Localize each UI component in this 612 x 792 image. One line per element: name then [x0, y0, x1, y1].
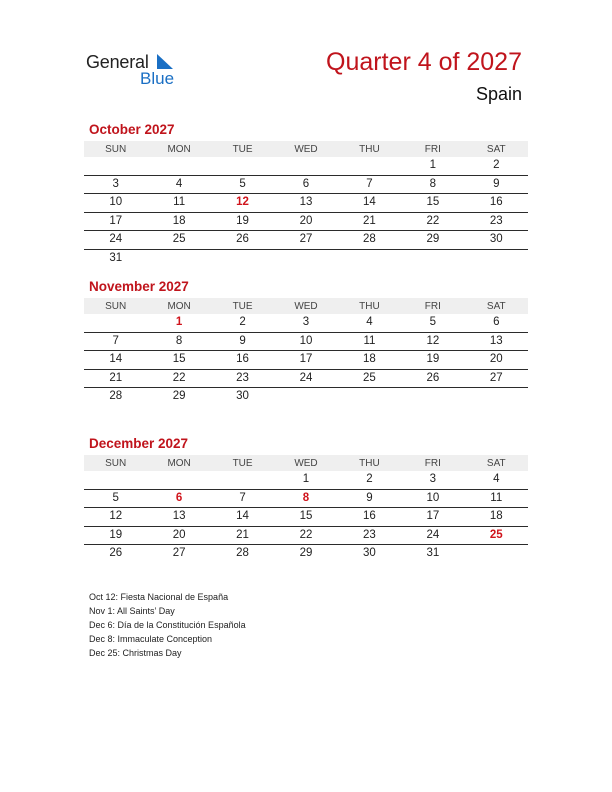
date-cell: 9	[493, 177, 500, 190]
weekday-label: TUE	[232, 144, 253, 155]
weekday-label: SUN	[105, 458, 127, 469]
holiday-date-cell: 6	[175, 491, 183, 504]
holiday-note: Nov 1: All Saints’ Day	[89, 606, 175, 616]
date-cell: 30	[363, 547, 376, 560]
weekday-label: SUN	[105, 144, 127, 155]
week-row	[84, 545, 528, 563]
weekday-header-row	[84, 298, 528, 314]
date-cell: 13	[172, 510, 186, 523]
date-cell: 13	[489, 334, 503, 347]
weekday-label: SAT	[486, 301, 506, 312]
weekday-label: FRI	[424, 144, 441, 155]
date-cell: 7	[112, 334, 119, 347]
date-cell: 3	[112, 177, 119, 190]
date-cell: 1	[429, 159, 437, 172]
date-cell: 12	[426, 334, 440, 347]
weekday-label: THU	[359, 301, 380, 312]
date-cell: 17	[299, 353, 313, 366]
week-row	[84, 194, 528, 213]
weekday-label: WED	[294, 144, 318, 155]
weekday-header-row	[84, 141, 528, 157]
weekday-label: THU	[359, 144, 380, 155]
weekday-label: SUN	[105, 301, 127, 312]
date-cell: 18	[172, 214, 186, 227]
date-cell: 30	[236, 390, 249, 403]
date-cell: 28	[236, 547, 249, 560]
date-cell: 25	[363, 371, 376, 384]
brand-logo	[86, 52, 186, 90]
date-cell: 24	[109, 233, 123, 246]
week-row	[84, 250, 528, 268]
date-cell: 7	[366, 177, 373, 190]
holiday-notes	[89, 590, 246, 660]
date-cell: 2	[493, 159, 500, 172]
date-cell: 26	[236, 233, 249, 246]
date-cell: 11	[173, 196, 186, 209]
date-cell: 10	[426, 491, 440, 504]
date-cell: 28	[109, 390, 123, 403]
date-cell: 5	[239, 177, 246, 190]
date-cell: 16	[363, 510, 376, 523]
month-title: October 2027	[89, 122, 175, 137]
date-cell: 13	[299, 196, 313, 209]
date-cell: 20	[299, 214, 313, 227]
month-block-october	[84, 122, 528, 267]
logo-triangle-icon	[157, 54, 173, 69]
date-cell: 15	[426, 196, 440, 209]
month-block-november	[84, 279, 528, 406]
date-cell: 9	[366, 491, 373, 504]
month-grid	[84, 298, 528, 406]
date-cell: 7	[239, 491, 246, 504]
date-cell: 22	[299, 528, 313, 541]
holiday-note: Dec 6: Día de la Constitución Española	[89, 620, 246, 630]
week-row	[84, 157, 528, 176]
date-cell: 14	[363, 196, 376, 209]
month-title: December 2027	[89, 436, 189, 451]
holiday-date-cell: 12	[236, 196, 249, 209]
date-cell: 27	[299, 233, 313, 246]
date-cell: 24	[299, 371, 313, 384]
week-row	[84, 527, 528, 546]
date-cell: 23	[489, 214, 503, 227]
date-cell: 29	[172, 390, 186, 403]
week-row	[84, 370, 528, 389]
date-cell: 27	[489, 371, 503, 384]
date-cell: 23	[363, 528, 376, 541]
date-cell: 10	[109, 196, 123, 209]
date-cell: 22	[426, 214, 440, 227]
date-cell: 27	[172, 547, 186, 560]
week-row	[84, 213, 528, 232]
date-cell: 3	[302, 316, 310, 329]
date-cell: 5	[112, 491, 119, 504]
weekday-label: FRI	[424, 458, 441, 469]
weekday-label: WED	[294, 458, 318, 469]
week-row	[84, 176, 528, 195]
date-cell: 26	[109, 547, 123, 560]
weekday-header-row	[84, 455, 528, 471]
date-cell: 29	[299, 547, 313, 560]
date-cell: 11	[363, 334, 376, 347]
date-cell: 10	[299, 334, 313, 347]
date-cell: 2	[366, 473, 373, 486]
date-cell: 21	[363, 214, 376, 227]
date-cell: 25	[172, 233, 186, 246]
date-cell: 18	[489, 510, 503, 523]
week-row	[84, 314, 528, 333]
holiday-note: Dec 25: Christmas Day	[89, 648, 182, 658]
week-row	[84, 333, 528, 352]
logo-text-blue: Blue	[140, 69, 175, 88]
holiday-date-cell: 8	[302, 491, 310, 504]
date-cell: 30	[489, 233, 503, 246]
date-cell: 2	[239, 316, 246, 329]
date-cell: 17	[426, 510, 440, 523]
date-cell: 15	[172, 353, 186, 366]
holiday-note: Dec 8: Immaculate Conception	[89, 634, 213, 644]
weekday-label: MON	[167, 301, 191, 312]
logo-text-general: General	[86, 52, 149, 72]
month-title: November 2027	[89, 279, 189, 294]
holiday-date-cell: 1	[175, 316, 183, 329]
date-cell: 14	[109, 353, 123, 366]
date-cell: 19	[236, 214, 249, 227]
date-cell: 24	[426, 528, 440, 541]
holiday-note: Oct 12: Fiesta Nacional de España	[89, 592, 229, 602]
date-cell: 9	[239, 334, 246, 347]
weekday-label: SAT	[486, 144, 506, 155]
month-block-december	[84, 436, 528, 563]
date-cell: 31	[426, 547, 440, 560]
date-cell: 20	[172, 528, 186, 541]
weekday-label: FRI	[424, 301, 441, 312]
date-cell: 17	[109, 214, 123, 227]
date-cell: 8	[429, 177, 437, 190]
date-cell: 6	[302, 177, 310, 190]
date-cell: 14	[236, 510, 249, 523]
weekday-label: TUE	[232, 458, 253, 469]
weekday-label: MON	[167, 458, 191, 469]
date-cell: 15	[299, 510, 313, 523]
week-row	[84, 388, 528, 406]
date-cell: 29	[426, 233, 440, 246]
date-cell: 21	[109, 371, 123, 384]
date-cell: 16	[489, 196, 503, 209]
week-row	[84, 490, 528, 509]
date-cell: 8	[175, 334, 183, 347]
date-cell: 6	[493, 316, 500, 329]
date-cell: 31	[109, 251, 123, 264]
page-title: Quarter 4 of 2027	[326, 48, 522, 76]
date-cell: 18	[363, 353, 376, 366]
month-grid	[84, 455, 528, 563]
weekday-label: TUE	[232, 301, 253, 312]
date-cell: 22	[172, 371, 186, 384]
country-name: Spain	[475, 84, 522, 104]
date-cell: 21	[236, 528, 249, 541]
week-row	[84, 351, 528, 370]
date-cell: 4	[493, 473, 500, 486]
holiday-date-cell: 25	[489, 528, 503, 541]
date-cell: 16	[236, 353, 249, 366]
date-cell: 4	[366, 316, 373, 329]
date-cell: 23	[236, 371, 249, 384]
date-cell: 28	[363, 233, 376, 246]
date-cell: 4	[175, 177, 183, 190]
date-cell: 19	[426, 353, 440, 366]
date-cell: 19	[109, 528, 123, 541]
weekday-label: THU	[359, 458, 380, 469]
date-cell: 11	[490, 491, 503, 504]
date-cell: 1	[302, 473, 310, 486]
week-row	[84, 231, 528, 250]
date-cell: 3	[429, 473, 437, 486]
week-row	[84, 508, 528, 527]
weekday-label: WED	[294, 301, 318, 312]
date-cell: 12	[109, 510, 123, 523]
date-cell: 5	[429, 316, 437, 329]
date-cell: 26	[426, 371, 440, 384]
week-row	[84, 471, 528, 490]
month-grid	[84, 141, 528, 267]
weekday-label: SAT	[486, 458, 506, 469]
date-cell: 20	[489, 353, 503, 366]
weekday-label: MON	[167, 144, 191, 155]
